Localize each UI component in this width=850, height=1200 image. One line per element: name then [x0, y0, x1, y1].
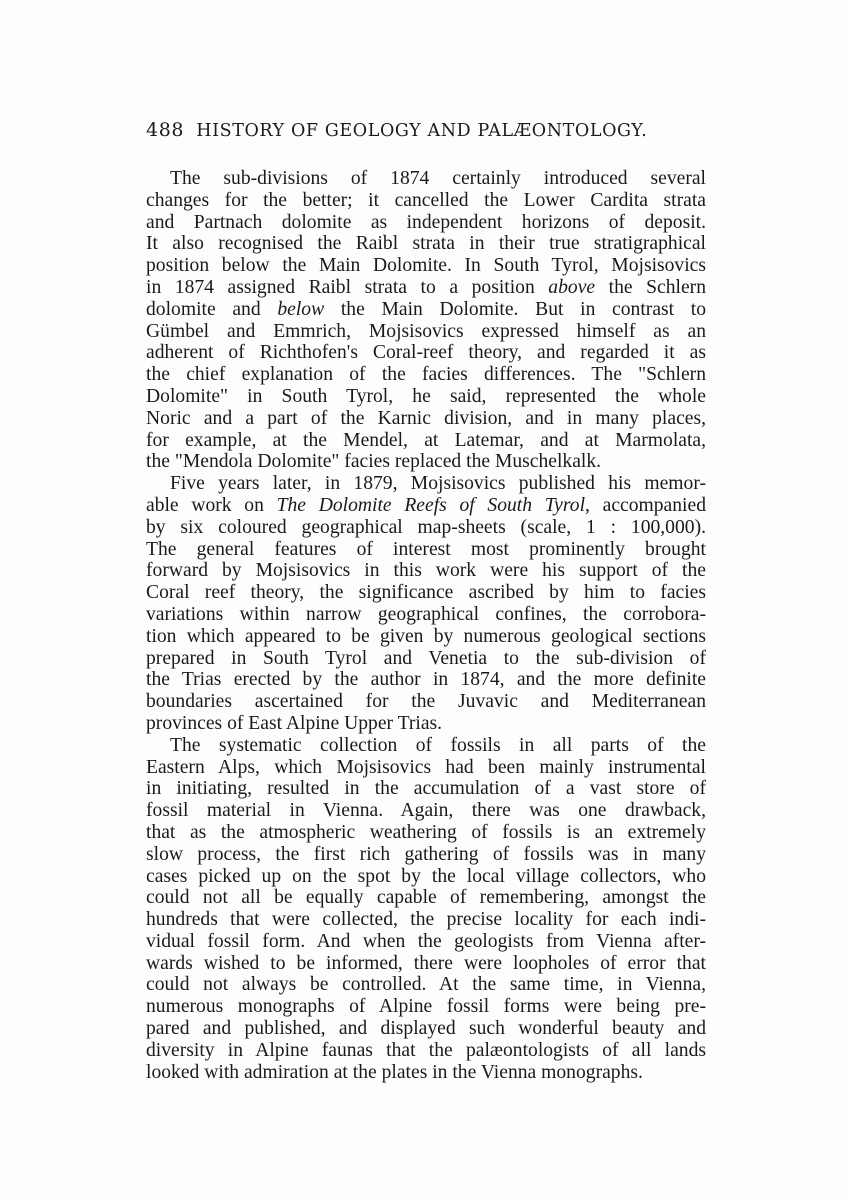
- text-line: the chief explanation of the facies differences. The "Schlern: [146, 364, 706, 386]
- text-line: pared and published, and displayed such wonderful beauty and: [146, 1018, 706, 1040]
- text-line: provinces of East Alpine Upper Trias.: [146, 712, 443, 734]
- text-line: Eastern Alps, which Mojsisovics had been mainly instrumental: [146, 756, 706, 778]
- text-line: The sub-divisions of 1874 certainly introduced several: [170, 168, 706, 189]
- text-line: Five years later, in 1879, Mojsisovics published his memor-: [170, 473, 706, 495]
- text-line: changes for the better; it cancelled the Lower Cardita strata: [146, 189, 706, 211]
- text-line: that as the atmospheric weathering of fossils is an extremely: [146, 821, 706, 843]
- paragraph-1: [146, 168, 706, 473]
- text-line: boundaries ascertained for the Juvavic and Mediterranean: [146, 691, 706, 713]
- text-line: for example, at the Mendel, at Latemar, and at Marmolata,: [146, 429, 706, 451]
- text-line: fossil material in Vienna. Again, there was one drawback,: [146, 800, 706, 822]
- text-line: the "Mendola Dolomite" facies replaced the Muschelkalk.: [146, 451, 602, 473]
- text-line: Noric and a part of the Karnic division, and in many places,: [146, 407, 706, 429]
- text-line: numerous monographs of Alpine fossil forms were being pre-: [146, 996, 706, 1018]
- text-line: by six coloured geographical map-sheets (scale, 1 : 100,000).: [146, 516, 706, 538]
- text-line: looked with admiration at the plates in the Vienna monographs.: [146, 1061, 643, 1083]
- running-title: HISTORY OF GEOLOGY AND PALÆONTOLOGY.: [196, 121, 648, 141]
- paragraph-3: [146, 735, 706, 1084]
- text-line: diversity in Alpine faunas that the palæontologists of all lands: [146, 1039, 706, 1061]
- page-number: 488: [146, 119, 185, 141]
- text-line: The systematic collection of fossils in all parts of the: [170, 734, 706, 756]
- text-line: wards wished to be informed, there were loopholes of error that: [146, 952, 706, 974]
- text-line: the Trias erected by the author in 1874, and the more definite: [146, 669, 706, 691]
- text-line: forward by Mojsisovics in this work were his support of the: [146, 560, 706, 582]
- body-text: [146, 168, 706, 1083]
- text-line: The general features of interest most prominently brought: [146, 538, 706, 560]
- text-line: adherent of Richthofen's Coral-reef theory, and regarded it as: [146, 342, 706, 364]
- text-line: Dolomite" in South Tyrol, he said, represented the whole: [146, 385, 706, 407]
- text-line: prepared in South Tyrol and Venetia to the sub-division of: [146, 647, 706, 669]
- text-line: variations within narrow geographical confines, the corrobora-: [146, 603, 706, 625]
- text-line: in initiating, resulted in the accumulation of a vast store of: [146, 778, 706, 800]
- text-line: could not always be controlled. At the same time, in Vienna,: [146, 974, 706, 996]
- text-line: and Partnach dolomite as independent horizons of deposit.: [146, 211, 706, 233]
- text-line: tion which appeared to be given by numerous geological sections: [146, 625, 706, 647]
- text-line: It also recognised the Raibl strata in their true stratigraphical: [146, 233, 706, 255]
- text-line: slow process, the first rich gathering of fossils was in many: [146, 843, 706, 865]
- text-line: Gümbel and Emmrich, Mojsisovics expressed himself as an: [146, 320, 706, 342]
- text-line: dolomite and below the Main Dolomite. But in contrast to: [146, 298, 707, 320]
- text-line: position below the Main Dolomite. In South Tyrol, Mojsisovics: [146, 255, 706, 277]
- text-line: vidual fossil form. And when the geologists from Vienna after-: [146, 930, 706, 952]
- text-line: in 1874 assigned Raibl strata to a position above the Schlern: [146, 276, 706, 298]
- text-line: cases picked up on the spot by the local village collectors, who: [146, 865, 706, 887]
- text-line: able work on The Dolomite Reefs of South Tyrol, accompanied: [146, 494, 706, 516]
- running-header: [146, 119, 706, 141]
- paragraph-2: [146, 473, 706, 735]
- text-line: could not all be equally capable of remembering, amongst the: [146, 887, 706, 909]
- text-line: Coral reef theory, the significance ascribed by him to facies: [146, 582, 706, 604]
- text-line: hundreds that were collected, the precise locality for each indi-: [146, 909, 706, 931]
